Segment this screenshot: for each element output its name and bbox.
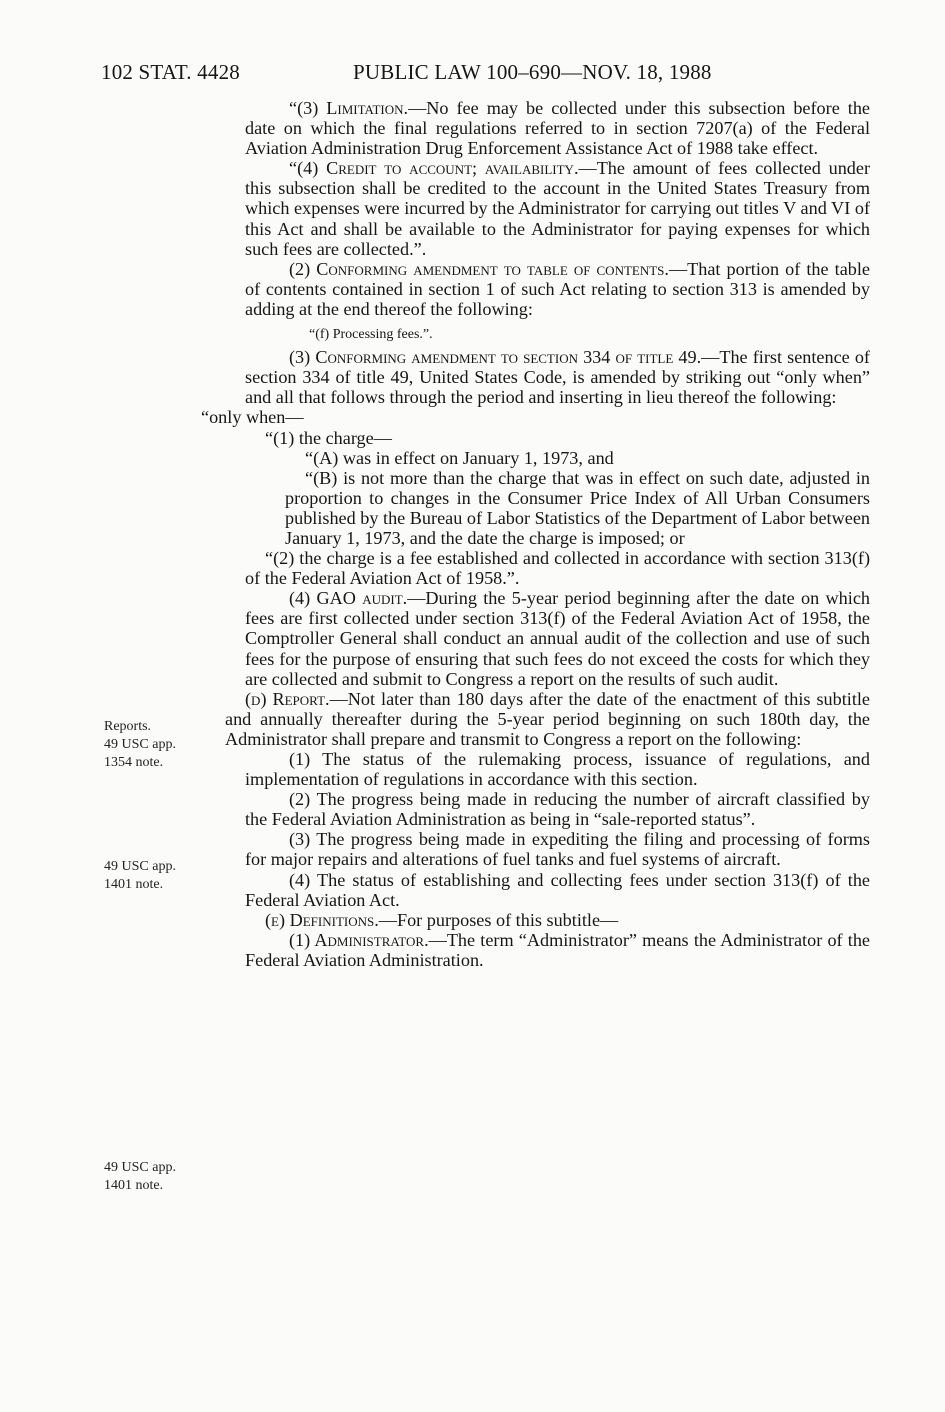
paragraph-subitem-b: “(B) is not more than the charge that was in effect on such date, adjusted in proportion to changes in the Consumer Price Index of All Urban Consumers published by the Bureau of Labor Statistics of the Department of Labor between January 1, 1973, and the date the charge is imposed; or — [285, 467, 870, 548]
paragraph-conforming-amendment-toc: (2) Conforming amendment to table of contents.—That portion of the table of contents contained in section 1 of such Act relating to section 313 is amended by adding at the end thereof the following: — [245, 258, 870, 319]
paragraph-definitions: (e) Definitions.—For purposes of this subtitle— — [265, 909, 619, 930]
paragraph-the-charge: “(1) the charge— — [265, 427, 392, 448]
paragraph-credit-to-account: “(4) Credit to account; availability.—The amount of fees collected under this subsection shall be credited to the account in the United States Treasury from which expenses were incurred by the Administrator for carrying out titles V and VI of this Act and shall be available to the Administrator for paying expenses for which such fees are collected.”. — [245, 158, 871, 259]
paragraph-report-item-3: (3) The progress being made in expediting the filing and processing of forms for major repairs and alterations of fuel tanks and fuel systems of aircraft. — [245, 829, 870, 870]
paragraph-conforming-amendment-334: (3) Conforming amendment to section 334 of title 49.—The first sentence of section 334 of title 49, United States Code, is amended by striking out “only when” and all that follows through the period and inserting in lieu thereof the following: — [245, 347, 870, 408]
statute-body — [201, 98, 871, 970]
margin-note-usc-1401-b: 49 USC app. 1401 note. — [104, 1160, 176, 1193]
stat-page-number: 102 STAT. 4428 — [101, 60, 240, 84]
paragraph-only-when: “only when— — [201, 407, 304, 428]
paragraph-fee-established: “(2) the charge is a fee established and collected in accordance with section 313(f) of the Federal Aviation Act of 1958.”. — [245, 548, 870, 589]
paragraph-subitem-a: “(A) was in effect on January 1, 1973, and — [305, 447, 614, 468]
margin-note-usc-1401-a: 49 USC app. 1401 note. — [104, 859, 176, 892]
paragraph-processing-fees: “(f) Processing fees.”. — [309, 327, 433, 343]
paragraph-report-item-1: (1) The status of the rulemaking process, issuance of regulations, and implementation of regulations in accordance with this section. — [245, 749, 870, 790]
paragraph-administrator-definition: (1) Administrator.—The term “Administrator” means the Administrator of the Federal Aviation Administration. — [245, 929, 870, 970]
paragraph-report-item-4: (4) The status of establishing and collecting fees under section 313(f) of the Federal Aviation Act. — [245, 869, 870, 910]
paragraph-report-item-2: (2) The progress being made in reducing the number of aircraft classified by the Federal Aviation Administration as being in “sale-reported status”. — [245, 789, 870, 830]
margin-note-reports: Reports. 49 USC app. 1354 note. — [104, 719, 176, 770]
paragraph-limitation: “(3) Limitation.—No fee may be collected under this subsection before the date on which the final regulations referred to in section 7207(a) of the Federal Aviation Administration Drug Enforcement Assistance Act of 1988 take effect. — [245, 98, 871, 159]
paragraph-report: (d) Report.—Not later than 180 days after the date of the enactment of this subtitle and annually thereafter during the 5-year period beginning on such 180th day, the Administrator shall prepare and transmit to Congress a report on the following: — [225, 688, 870, 749]
paragraph-gao-audit: (4) GAO audit.—During the 5-year period beginning after the date on which fees are first collected under section 313(f) of the Federal Aviation Act of 1958, the Comptroller General shall conduct an annual audit of the collection and use of such fees for the purpose of ensuring that such fees do not exceed the costs for which they are collected and submit to Congress a report on the results of such audit. — [245, 588, 870, 689]
public-law-citation: PUBLIC LAW 100–690—NOV. 18, 1988 — [353, 60, 712, 84]
